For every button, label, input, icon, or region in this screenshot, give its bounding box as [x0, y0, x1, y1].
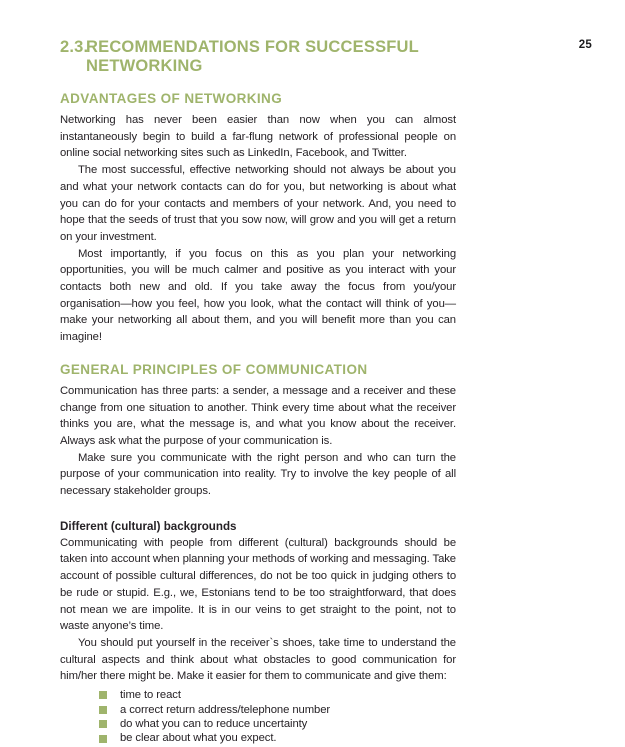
section-general-principles: [60, 362, 456, 500]
chapter-title-text: RECOMMENDATIONS FOR SUCCESSFUL NETWORKING: [86, 38, 419, 75]
list-item: [60, 703, 456, 717]
content-column: [60, 38, 456, 746]
list-item-label: a correct return address/telephone number: [120, 703, 331, 716]
chapter-title: [60, 38, 456, 75]
section-heading-communication: GENERAL PRINCIPLES OF COMMUNICATION: [60, 361, 368, 377]
paragraph: Communication has three parts: a sender, a message and a receiver and these change from one situation to another. Think every time about what the receiver thinks you are, what the message is, and what you know about the receiver. Always ask what the purpose of your communication is.: [60, 384, 456, 447]
page-number: 25: [578, 39, 592, 51]
subsection-cultural-backgrounds: [60, 519, 456, 746]
paragraph: Make sure you communicate with the right person and who can turn the purpose of your communication into reality. Try to involve the key people of all necessary stakeholder groups.: [60, 451, 456, 498]
paragraph: You should put yourself in the receiver`s shoes, take time to understand the cultural aspects and think about what obstacles to good communication for him/her there might be. Make it easier for them to communicate and give them:: [60, 636, 456, 683]
checklist: [60, 688, 456, 746]
bullet-square-icon: [99, 735, 107, 743]
paragraph: The most successful, effective networking should not always be about you and what your network contacts can do for you, but networking is about what you can do for your contacts and members of your network. And, you need to hope that the seeds of trust that you sow now, will grow and you will get a return on your investment.: [60, 164, 456, 243]
section-heading-advantages: ADVANTAGES OF NETWORKING: [60, 91, 283, 106]
list-item-label: do what you can to reduce uncertainty: [120, 717, 308, 730]
subsection-heading: Different (cultural) backgrounds: [60, 519, 237, 533]
list-item: [60, 731, 456, 745]
paragraph: Networking has never been easier than now when you can almost instantaneously begin to build a far-flung network of professional people on online social networking sites such as LinkedIn, Facebook, and Twitter.: [60, 114, 456, 160]
bullet-square-icon: [99, 720, 107, 728]
list-item: [60, 688, 456, 702]
bullet-square-icon: [99, 706, 107, 714]
paragraph: Communicating with people from different (cultural) backgrounds should be taken into account when planning your methods of working and messaging. Take account of possible cultural differences, do not be too quick in judging others to be rude or stupid. E.g., we, Estonians tend to be too straightforward, that does not mean we are impolite. It is in our veins to get straight to the point, not to waste anyone’s time.: [60, 536, 456, 633]
bullet-square-icon: [99, 691, 107, 699]
list-item-label: time to react: [120, 689, 181, 702]
paragraph: Most importantly, if you focus on this as you plan your networking opportunities, you will be much calmer and positive as you interact with your contacts both new and old. If you take away the focus from you/your organisation—how you feel, how you look, what the contact will think of you—make your networking all about them, and you will benefit more than you can imagine!: [60, 247, 456, 344]
section-advantages-of-networking: [60, 91, 456, 346]
list-item-label: be clear about what you expect.: [120, 732, 277, 745]
list-item: [60, 717, 456, 731]
chapter-number: 2.3.: [60, 38, 89, 56]
